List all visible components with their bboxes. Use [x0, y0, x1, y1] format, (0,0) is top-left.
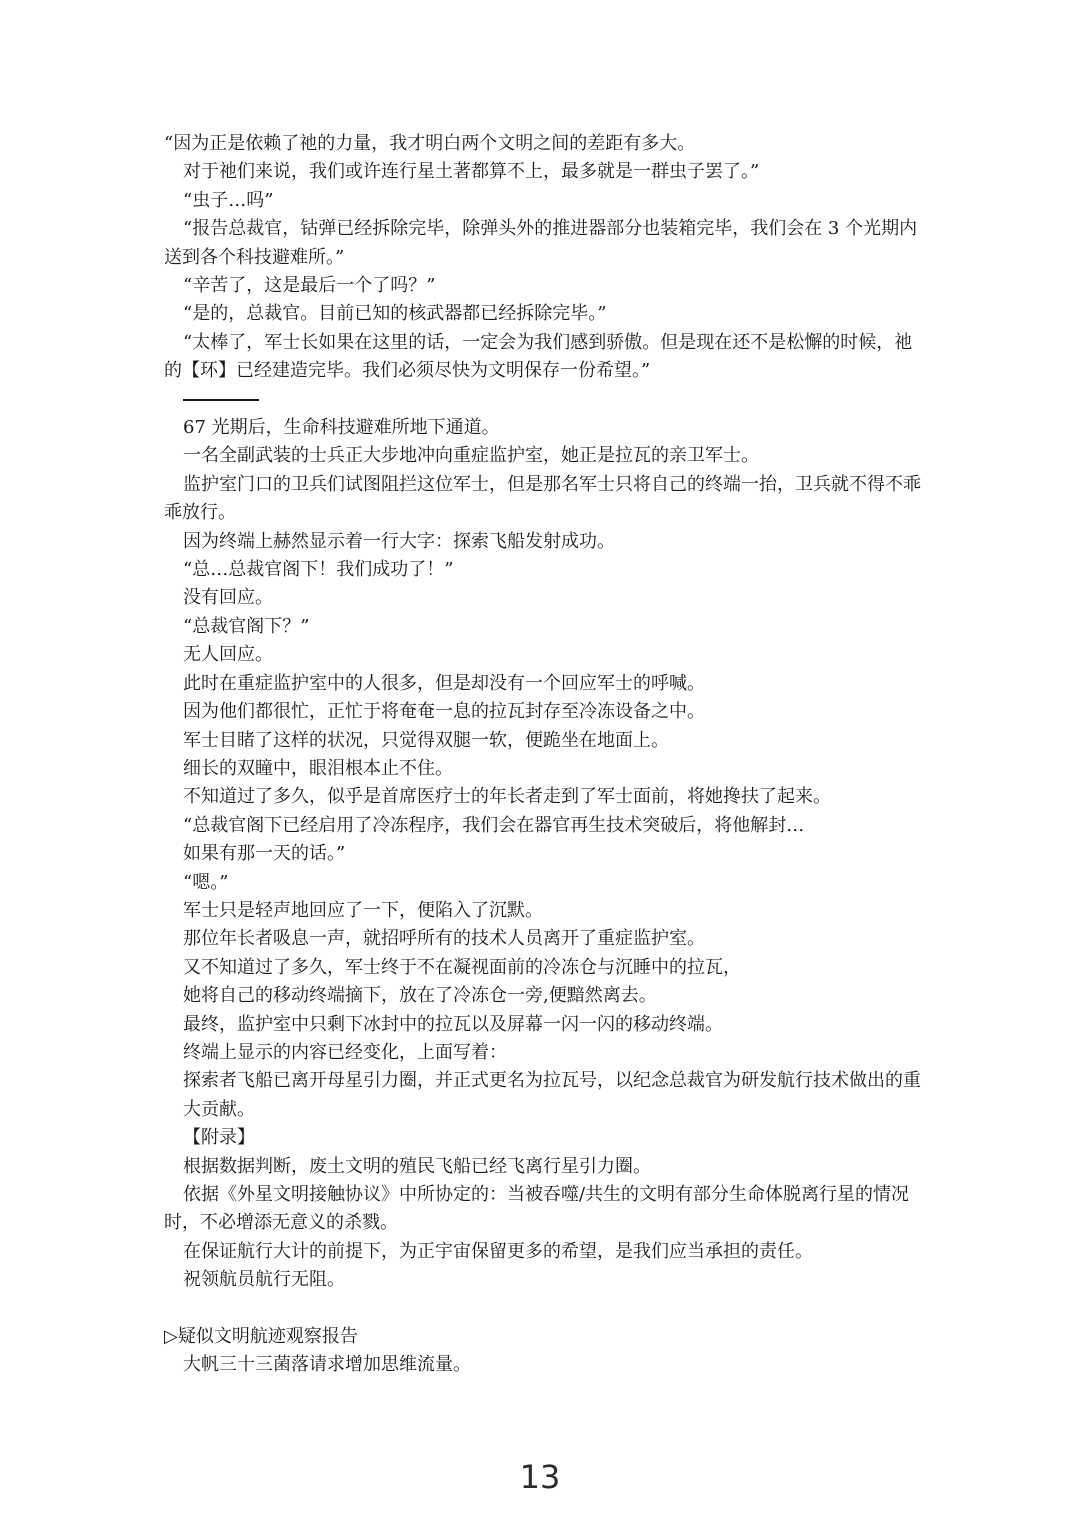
blank-line — [164, 1295, 924, 1323]
paragraph: “报告总裁官，钴弹已经拆除完毕，除弹头外的推进器部分也装箱完毕，我们会在 3 个光期内送到各个科技避难所。” — [164, 218, 918, 268]
paragraph: “总裁官阁下？” — [183, 615, 310, 637]
paragraph: 因为他们都很忙，正忙于将奄奄一息的拉瓦封存至冷冻设备之中。 — [183, 701, 705, 723]
paragraph: 监护室门口的卫兵们试图阻拦这位军士，但是那名军士只将自己的终端一抬，卫兵就不得不乖乖放行。 — [164, 473, 921, 524]
appendix-heading: 【附录】 — [183, 1127, 255, 1149]
paragraph: “因为正是依赖了祂的力量，我才明白两个文明之间的差距有多大。 — [164, 133, 696, 154]
report-heading: ▷疑似文明航迹观察报告 — [164, 1326, 358, 1348]
paragraph: 军士只是轻声地回应了一下，便陷入了沉默。 — [183, 899, 543, 921]
paragraph: 此时在重症监护室中的人很多，但是却没有一个回应军士的呼喊。 — [183, 672, 705, 694]
paragraph: “总…总裁官阁下！我们成功了！” — [183, 559, 454, 581]
paragraph: “总裁官阁下已经启用了冷冻程序，我们会在器官再生技术突破后，将他解封… — [183, 814, 805, 836]
paragraph: “是的，总裁官。目前已知的核武器都已经拆除完毕。” — [183, 303, 607, 325]
paragraph: 无人回应。 — [183, 644, 273, 666]
paragraph: 祝领航员航行无阻。 — [183, 1269, 345, 1291]
paragraph: 探索者飞船已离开母星引力圈，并正式更名为拉瓦号，以纪念总裁官为研发航行技术做出的重大贡献。 — [183, 1070, 921, 1120]
paragraph: “辛苦了，这是最后一个了吗？” — [183, 275, 436, 297]
paragraph: 大帆三十三菌落请求增加思维流量。 — [183, 1354, 471, 1376]
paragraph: 不知道过了多久，似乎是首席医疗士的年长者走到了军士面前，将她搀扶了起来。 — [183, 786, 831, 808]
paragraph: 那位年长者吸息一声，就招呼所有的技术人员离开了重症监护室。 — [183, 928, 705, 950]
page-number: 13 — [519, 1458, 561, 1496]
paragraph: 在保证航行大计的前提下，为正宇宙保留更多的希望，是我们应当承担的责任。 — [183, 1240, 813, 1262]
paragraph: “嗯。” — [183, 871, 229, 893]
paragraph: 终端上显示的内容已经变化，上面写着： — [183, 1041, 507, 1063]
paragraph: 她将自己的移动终端摘下，放在了冷冻仓一旁,便黯然离去。 — [183, 985, 657, 1007]
paragraph: 67 光期后，生命科技避难所地下通道。 — [183, 417, 500, 439]
paragraph: 一名全副武装的士兵正大步地冲向重症监护室，她正是拉瓦的亲卫军士。 — [183, 445, 759, 467]
paragraph: 细长的双瞳中，眼泪根本止不住。 — [183, 757, 453, 779]
paragraph: 依据《外星文明接触协议》中所协定的：当被吞噬/共生的文明有部分生命体脱离行星的情况时，不必增添无意义的杀戮。 — [164, 1184, 910, 1234]
paragraph: 最终，监护室中只剩下冰封中的拉瓦以及屏幕一闪一闪的移动终端。 — [183, 1013, 723, 1035]
paragraph: 又不知道过了多久，军士终于不在凝视面前的冷冻仓与沉睡中的拉瓦， — [183, 956, 741, 978]
paragraph: 没有回应。 — [183, 587, 273, 609]
paragraph: “太棒了，军士长如果在这里的话，一定会为我们感到骄傲。但是现在还不是松懈的时候，祂的【环】已经建造完毕。我们必须尽快为文明保存一份希望。” — [164, 331, 913, 382]
paragraph: 根据数据判断，废土文明的殖民飞船已经飞离行星引力圈。 — [183, 1155, 651, 1177]
body-text — [164, 130, 924, 1380]
paragraph: 因为终端上赫然显示着一行大字：探索飞船发射成功。 — [183, 530, 615, 552]
paragraph: 军士目睹了这样的状况，只觉得双腿一软，便跪坐在地面上。 — [183, 729, 669, 751]
paragraph: 对于祂们来说，我们或许连行星土著都算不上，最多就是一群虫子罢了。” — [183, 161, 760, 183]
paragraph: “虫子…吗” — [183, 189, 274, 211]
paragraph: 如果有那一天的话。” — [183, 843, 346, 865]
section-divider — [164, 386, 924, 414]
